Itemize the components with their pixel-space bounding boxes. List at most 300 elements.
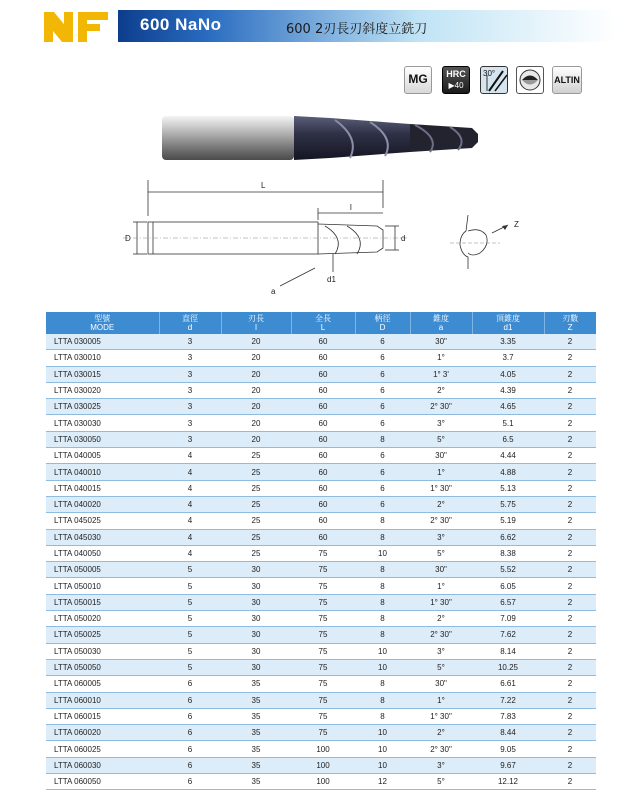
table-cell: LTTA 030010	[46, 350, 159, 366]
table-cell: 3	[159, 366, 221, 382]
table-cell: 6	[159, 725, 221, 741]
table-cell: LTTA 040015	[46, 480, 159, 496]
table-cell: 6	[355, 464, 410, 480]
table-cell: 4.05	[472, 366, 544, 382]
table-cell: 2	[544, 578, 596, 594]
hrc-badge	[442, 66, 470, 94]
table-cell: LTTA 040005	[46, 448, 159, 464]
table-cell: 2	[544, 480, 596, 496]
table-cell: 2	[544, 627, 596, 643]
table-row	[46, 643, 596, 659]
table-cell: 20	[221, 350, 291, 366]
table-cell: 3.7	[472, 350, 544, 366]
table-cell: 25	[221, 529, 291, 545]
title-banner	[118, 10, 616, 42]
table-cell: 6.05	[472, 578, 544, 594]
table-cell: 75	[291, 562, 355, 578]
table-cell: 1° 30"	[410, 708, 472, 724]
table-cell: 60	[291, 529, 355, 545]
table-cell: 2	[544, 382, 596, 398]
table-cell: 6	[355, 350, 410, 366]
column-header-en: Z	[567, 323, 573, 332]
table-body	[46, 334, 596, 790]
table-cell: 6	[355, 399, 410, 415]
table-cell: 1° 3'	[410, 366, 472, 382]
table-cell: 7.83	[472, 708, 544, 724]
table-cell: 3°	[410, 529, 472, 545]
table-cell: LTTA 060010	[46, 692, 159, 708]
dim-D: D	[125, 234, 131, 243]
table-cell: 60	[291, 334, 355, 350]
table-cell: 2°	[410, 725, 472, 741]
table-cell: 2	[544, 562, 596, 578]
table-cell: 3°	[410, 757, 472, 773]
table-cell: 2	[544, 431, 596, 447]
table-cell: 10	[355, 741, 410, 757]
column-header	[472, 312, 544, 334]
table-cell: 2	[544, 529, 596, 545]
table-cell: 10.25	[472, 659, 544, 675]
table-cell: LTTA 050025	[46, 627, 159, 643]
table-cell: 10	[355, 643, 410, 659]
table-cell: 2	[544, 415, 596, 431]
table-cell: 10	[355, 725, 410, 741]
table-row	[46, 431, 596, 447]
table-cell: 3	[159, 382, 221, 398]
table-cell: LTTA 050010	[46, 578, 159, 594]
table-cell: 60	[291, 513, 355, 529]
column-header-en: L	[320, 323, 326, 332]
column-header-zh: 刃數	[562, 314, 579, 323]
column-header	[221, 312, 291, 334]
table-cell: 3°	[410, 643, 472, 659]
table-cell: 60	[291, 350, 355, 366]
table-cell: 2	[544, 774, 596, 790]
table-cell: 4.65	[472, 399, 544, 415]
table-cell: 7.09	[472, 611, 544, 627]
two-flute-icon	[516, 66, 544, 94]
table-cell: 100	[291, 774, 355, 790]
helix-angle-badge	[480, 66, 508, 94]
table-cell: LTTA 030015	[46, 366, 159, 382]
table-cell: 20	[221, 366, 291, 382]
column-header	[46, 312, 159, 334]
table-row	[46, 529, 596, 545]
table-cell: 2°	[410, 611, 472, 627]
column-header-zh: 錐度	[433, 314, 449, 323]
mg-label: MG	[408, 72, 428, 86]
table-cell: 5	[159, 627, 221, 643]
table-cell: 35	[221, 741, 291, 757]
table-cell: 75	[291, 708, 355, 724]
column-header-zh: 全長	[315, 314, 331, 323]
flute-icon	[517, 67, 543, 93]
table-row	[46, 676, 596, 692]
hrc-label: HRC	[446, 69, 466, 79]
dim-d1: d1	[327, 275, 336, 284]
table-cell: 1°	[410, 350, 472, 366]
table-cell: LTTA 060025	[46, 741, 159, 757]
table-row	[46, 513, 596, 529]
table-row	[46, 659, 596, 675]
table-row	[46, 611, 596, 627]
table-cell: 6.5	[472, 431, 544, 447]
table-cell: 2	[544, 643, 596, 659]
table-cell: LTTA 050030	[46, 643, 159, 659]
table-cell: 25	[221, 480, 291, 496]
table-cell: 30"	[410, 448, 472, 464]
table-cell: 35	[221, 708, 291, 724]
table-row	[46, 334, 596, 350]
table-cell: 75	[291, 578, 355, 594]
table-cell: 5	[159, 611, 221, 627]
table-cell: 20	[221, 399, 291, 415]
coating-label: ALTIN	[554, 75, 580, 85]
model-title: 600 NaNo	[140, 15, 222, 34]
table-cell: 2	[544, 659, 596, 675]
table-cell: 30	[221, 627, 291, 643]
table-cell: 75	[291, 725, 355, 741]
mg-badge	[404, 66, 432, 94]
end-view-drawing	[430, 205, 540, 275]
table-row	[46, 708, 596, 724]
table-cell: 35	[221, 725, 291, 741]
table-cell: LTTA 050020	[46, 611, 159, 627]
table-cell: 3	[159, 399, 221, 415]
product-description: 600 2刃長刃斜度立銑刀	[286, 22, 428, 37]
table-cell: 75	[291, 676, 355, 692]
table-cell: 8	[355, 627, 410, 643]
table-cell: 8.44	[472, 725, 544, 741]
table-row	[46, 480, 596, 496]
table-cell: 5.13	[472, 480, 544, 496]
table-cell: 6	[355, 366, 410, 382]
table-cell: 1°	[410, 464, 472, 480]
table-cell: 25	[221, 464, 291, 480]
table-cell: 2° 30"	[410, 741, 472, 757]
table-cell: 2	[544, 496, 596, 512]
table-cell: 8	[355, 529, 410, 545]
table-cell: 4.88	[472, 464, 544, 480]
table-cell: 5°	[410, 545, 472, 561]
table-cell: 30"	[410, 334, 472, 350]
table-cell: 8	[355, 562, 410, 578]
table-cell: 5.19	[472, 513, 544, 529]
column-header-en: d	[187, 323, 193, 332]
table-cell: 10	[355, 545, 410, 561]
column-header-zh: 刃長	[248, 314, 264, 323]
table-cell: 4	[159, 448, 221, 464]
table-cell: 1° 30"	[410, 594, 472, 610]
table-cell: 60	[291, 382, 355, 398]
table-header	[46, 312, 596, 334]
table-cell: 2	[544, 464, 596, 480]
table-cell: 6	[159, 757, 221, 773]
table-row	[46, 757, 596, 773]
table-cell: 30	[221, 611, 291, 627]
table-cell: 3	[159, 334, 221, 350]
table-cell: 5	[159, 594, 221, 610]
table-cell: 8	[355, 594, 410, 610]
table-cell: 10	[355, 659, 410, 675]
table-cell: 60	[291, 415, 355, 431]
table-cell: 8	[355, 431, 410, 447]
table-cell: 100	[291, 741, 355, 757]
table-cell: 4.39	[472, 382, 544, 398]
table-cell: LTTA 060015	[46, 708, 159, 724]
table-cell: 5	[159, 578, 221, 594]
dim-d: d	[401, 234, 406, 243]
table-cell: 8	[355, 513, 410, 529]
table-cell: 35	[221, 676, 291, 692]
table-cell: 35	[221, 757, 291, 773]
table-cell: 20	[221, 415, 291, 431]
table-cell: LTTA 060050	[46, 774, 159, 790]
table-cell: 5°	[410, 659, 472, 675]
table-cell: 75	[291, 692, 355, 708]
column-header-zh: 頂錐度	[496, 314, 520, 323]
table-cell: 2	[544, 708, 596, 724]
table-cell: 60	[291, 366, 355, 382]
table-cell: LTTA 060005	[46, 676, 159, 692]
table-row	[46, 464, 596, 480]
table-cell: 2	[544, 676, 596, 692]
column-header-en: a	[438, 323, 444, 332]
table-row	[46, 594, 596, 610]
table-cell: 2° 30"	[410, 513, 472, 529]
table-cell: 6	[159, 774, 221, 790]
table-cell: LTTA 060020	[46, 725, 159, 741]
table-cell: 60	[291, 399, 355, 415]
column-header-zh: 型號	[94, 314, 111, 323]
column-header-en: d1	[503, 323, 513, 332]
table-cell: 6	[355, 496, 410, 512]
table-cell: LTTA 050050	[46, 659, 159, 675]
table-cell: LTTA 030020	[46, 382, 159, 398]
table-cell: 30	[221, 562, 291, 578]
dimension-drawing	[115, 178, 425, 298]
table-cell: 6	[159, 741, 221, 757]
table-cell: 35	[221, 692, 291, 708]
table-cell: 2°	[410, 496, 472, 512]
table-cell: 75	[291, 611, 355, 627]
table-cell: 2	[544, 448, 596, 464]
table-cell: 60	[291, 464, 355, 480]
table-cell: 75	[291, 659, 355, 675]
table-cell: 6	[159, 692, 221, 708]
table-cell: 2	[544, 757, 596, 773]
table-cell: 3.35	[472, 334, 544, 350]
table-row	[46, 774, 596, 790]
table-cell: 12.12	[472, 774, 544, 790]
table-cell: LTTA 045025	[46, 513, 159, 529]
table-cell: 5.75	[472, 496, 544, 512]
table-cell: 2	[544, 692, 596, 708]
table-cell: LTTA 050015	[46, 594, 159, 610]
table-cell: 60	[291, 480, 355, 496]
table-cell: 5	[159, 643, 221, 659]
table-cell: 30	[221, 594, 291, 610]
table-row	[46, 578, 596, 594]
table-cell: LTTA 030025	[46, 399, 159, 415]
column-header-zh: 柄徑	[374, 314, 391, 323]
coating-badge	[552, 66, 582, 94]
table-cell: 4	[159, 496, 221, 512]
table-cell: 2	[544, 725, 596, 741]
table-cell: 30	[221, 643, 291, 659]
table-cell: LTTA 030030	[46, 415, 159, 431]
table-cell: 3	[159, 415, 221, 431]
table-cell: 2	[544, 741, 596, 757]
table-cell: 2° 30"	[410, 627, 472, 643]
table-cell: 2	[544, 611, 596, 627]
table-cell: 20	[221, 334, 291, 350]
table-cell: 25	[221, 513, 291, 529]
table-row	[46, 545, 596, 561]
table-cell: 9.67	[472, 757, 544, 773]
table-cell: 20	[221, 431, 291, 447]
end-mill-photo	[160, 108, 490, 168]
table-cell: 8	[355, 578, 410, 594]
column-header-en: l	[255, 323, 257, 332]
table-cell: 4.44	[472, 448, 544, 464]
table-cell: 35	[221, 774, 291, 790]
table-cell: 6	[355, 382, 410, 398]
table-cell: 30"	[410, 676, 472, 692]
table-row	[46, 627, 596, 643]
table-cell: 1°	[410, 692, 472, 708]
dim-L: L	[261, 181, 266, 190]
table-cell: 3	[159, 431, 221, 447]
table-cell: 7.22	[472, 692, 544, 708]
dim-l: l	[350, 203, 352, 212]
table-cell: 5°	[410, 431, 472, 447]
table-cell: 6.61	[472, 676, 544, 692]
table-cell: 6	[355, 448, 410, 464]
table-cell: 12	[355, 774, 410, 790]
helix-angle-label: 30°	[483, 69, 496, 78]
table-cell: LTTA 040020	[46, 496, 159, 512]
spec-table	[46, 312, 596, 790]
table-row	[46, 496, 596, 512]
column-header-en: MODE	[90, 323, 115, 332]
column-header-en: D	[379, 323, 386, 332]
table-cell: 7.62	[472, 627, 544, 643]
table-cell: 2	[544, 545, 596, 561]
table-cell: 8	[355, 611, 410, 627]
table-cell: 8.38	[472, 545, 544, 561]
table-cell: 6	[355, 480, 410, 496]
table-cell: 75	[291, 627, 355, 643]
table-cell: 5°	[410, 774, 472, 790]
table-row	[46, 350, 596, 366]
table-cell: 60	[291, 431, 355, 447]
table-cell: LTTA 030050	[46, 431, 159, 447]
column-header	[544, 312, 596, 334]
table-cell: 75	[291, 545, 355, 561]
column-header-zh: 直徑	[182, 314, 198, 323]
table-cell: 8.14	[472, 643, 544, 659]
table-cell: 100	[291, 757, 355, 773]
table-cell: 75	[291, 594, 355, 610]
table-row	[46, 415, 596, 431]
table-cell: 2° 30"	[410, 399, 472, 415]
table-cell: 2	[544, 399, 596, 415]
table-cell: 2	[544, 366, 596, 382]
table-cell: 2	[544, 350, 596, 366]
table-cell: 4	[159, 545, 221, 561]
table-cell: 5.1	[472, 415, 544, 431]
axis-z-label: Z	[514, 220, 519, 229]
table-cell: LTTA 045030	[46, 529, 159, 545]
column-header	[159, 312, 221, 334]
table-row	[46, 741, 596, 757]
table-cell: 20	[221, 382, 291, 398]
hrc-value: ▶40	[448, 81, 464, 90]
table-cell: 2°	[410, 382, 472, 398]
table-row	[46, 382, 596, 398]
table-cell: 60	[291, 448, 355, 464]
table-cell: 25	[221, 448, 291, 464]
table-cell: 8	[355, 708, 410, 724]
table-cell: LTTA 050005	[46, 562, 159, 578]
table-cell: 60	[291, 496, 355, 512]
table-cell: 5.52	[472, 562, 544, 578]
table-cell: 6	[159, 708, 221, 724]
table-cell: 9.05	[472, 741, 544, 757]
table-cell: 3	[159, 350, 221, 366]
table-cell: 4	[159, 464, 221, 480]
nf-logo	[42, 6, 112, 46]
table-cell: 3°	[410, 415, 472, 431]
table-cell: 30	[221, 578, 291, 594]
table-cell: 2	[544, 334, 596, 350]
table-cell: 6	[355, 415, 410, 431]
table-cell: LTTA 060030	[46, 757, 159, 773]
table-row	[46, 725, 596, 741]
table-cell: 6.57	[472, 594, 544, 610]
table-cell: 1°	[410, 578, 472, 594]
table-cell: LTTA 040050	[46, 545, 159, 561]
table-row	[46, 692, 596, 708]
table-cell: 6	[159, 676, 221, 692]
table-cell: 6	[355, 334, 410, 350]
dim-a: a	[271, 287, 276, 296]
column-header	[291, 312, 355, 334]
table-row	[46, 562, 596, 578]
table-cell: 4	[159, 529, 221, 545]
table-row	[46, 399, 596, 415]
table-cell: 4	[159, 480, 221, 496]
table-cell: 30	[221, 659, 291, 675]
table-cell: 2	[544, 513, 596, 529]
table-cell: 25	[221, 496, 291, 512]
brand-text: NF	[77, 30, 79, 31]
table-cell: 10	[355, 757, 410, 773]
table-cell: LTTA 030005	[46, 334, 159, 350]
column-header	[355, 312, 410, 334]
column-header	[410, 312, 472, 334]
table-row	[46, 448, 596, 464]
table-cell: LTTA 040010	[46, 464, 159, 480]
table-cell: 5	[159, 562, 221, 578]
table-cell: 5	[159, 659, 221, 675]
table-cell: 8	[355, 692, 410, 708]
table-cell: 6.62	[472, 529, 544, 545]
table-cell: 75	[291, 643, 355, 659]
table-cell: 25	[221, 545, 291, 561]
table-cell: 4	[159, 513, 221, 529]
